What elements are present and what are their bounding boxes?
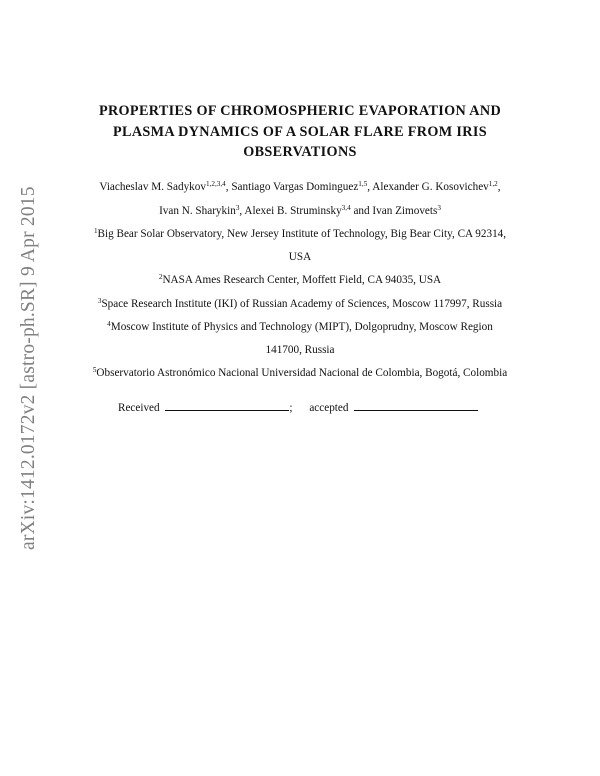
author-list-line-1 <box>40 180 560 195</box>
author-separator: and <box>350 205 373 217</box>
affiliation-text: Observatorio Astronómico Nacional Universidad Nacional de Colombia, Bogotá, Colombia <box>96 367 508 379</box>
affiliation-number: 2 <box>158 273 163 281</box>
title-line-1: PROPERTIES OF CHROMOSPHERIC EVAPORATION AND <box>98 103 502 119</box>
affiliation-text: Big Bear Solar Observatory, New Jersey Institute of Technology, Big Bear City, CA 92314, <box>97 228 507 240</box>
date-separator: ; <box>289 402 293 414</box>
author-name: Santiago Vargas Dominguez <box>231 181 359 193</box>
author-separator: , <box>367 181 373 193</box>
author-separator: , <box>225 181 232 193</box>
author-list-line-2 <box>40 204 560 219</box>
author-affiliation-marker: 3 <box>235 204 240 212</box>
affiliation-number: 1 <box>93 227 98 235</box>
affiliation-2 <box>40 273 560 288</box>
author-affiliation-marker: 1,2,3,4 <box>205 180 226 188</box>
affiliation-text: 141700, Russia <box>265 344 335 356</box>
affiliation-3 <box>40 297 560 312</box>
title-line-2: PLASMA DYNAMICS OF A SOLAR FLARE FROM IRIS <box>112 123 487 140</box>
affiliation-number: 4 <box>107 320 111 328</box>
received-label: Received <box>118 402 160 414</box>
affiliation-1-line-2 <box>40 250 560 264</box>
affiliation-text: USA <box>288 251 312 263</box>
affiliation-number: 3 <box>97 297 102 305</box>
author-affiliation-marker: 3 <box>437 204 441 212</box>
author-affiliation-marker: 3,4 <box>341 204 351 212</box>
title-line-3: OBSERVATIONS <box>243 144 357 160</box>
author-separator: , <box>239 205 245 217</box>
affiliation-text: Space Research Institute (IKI) of Russian Academy of Sciences, Moscow 117997, Russia <box>101 298 503 310</box>
author-separator: , <box>497 181 501 193</box>
affiliation-text: NASA Ames Research Center, Moffett Field, CA 94035, USA <box>162 274 442 286</box>
received-date-blank <box>165 409 289 411</box>
received-accepted-line <box>118 401 478 417</box>
author-name: Alexei B. Struminsky <box>244 205 342 217</box>
arxiv-identifier-stamp: arXiv:1412.0172v2 [astro-ph.SR] 9 Apr 2015 <box>18 186 39 550</box>
author-name: Ivan N. Sharykin <box>159 205 236 217</box>
accepted-date-blank <box>354 409 478 411</box>
author-name: Ivan Zimovets <box>372 205 438 217</box>
affiliation-number: 5 <box>92 366 97 374</box>
paper-title <box>60 101 540 163</box>
author-name: Alexander G. Kosovichev <box>372 181 489 193</box>
affiliation-4-line-2 <box>40 343 560 357</box>
affiliation-text: Moscow Institute of Physics and Technology (MIPT), Dolgoprudny, Moscow Region <box>110 321 493 333</box>
affiliation-5 <box>40 366 560 381</box>
author-name: Viacheslav M. Sadykov <box>99 181 206 193</box>
accepted-label: accepted <box>309 402 349 414</box>
author-affiliation-marker: 1,2 <box>488 180 498 188</box>
affiliation-4-line-1 <box>40 320 560 335</box>
affiliation-1-line-1 <box>40 227 560 242</box>
author-affiliation-marker: 1,5 <box>358 180 368 188</box>
